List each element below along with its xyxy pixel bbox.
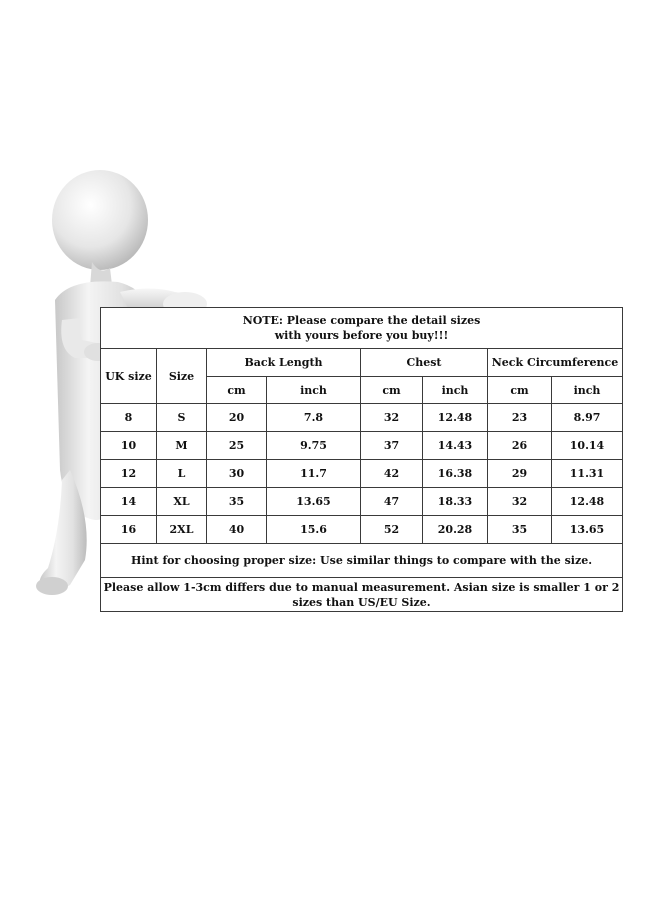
cell-size: 2XL (157, 516, 207, 544)
header-neck-circumference: Neck Circumference (488, 349, 623, 377)
cell-back-cm: 25 (207, 432, 267, 460)
cell-chest-inch: 16.38 (423, 460, 488, 488)
cell-uk: 10 (101, 432, 157, 460)
table-row (101, 516, 623, 544)
table-row (101, 432, 623, 460)
cell-neck-inch: 8.97 (552, 404, 623, 432)
table-row (101, 488, 623, 516)
cell-size: XL (157, 488, 207, 516)
cell-neck-cm: 23 (488, 404, 552, 432)
cell-chest-cm: 47 (361, 488, 423, 516)
header-uk-size: UK size (101, 349, 157, 404)
note-cell (101, 308, 623, 349)
cell-chest-inch: 18.33 (423, 488, 488, 516)
subheader-chest-inch: inch (423, 377, 488, 404)
cell-chest-inch: 12.48 (423, 404, 488, 432)
note-line-1: NOTE: Please compare the detail sizes (242, 314, 481, 327)
cell-chest-cm: 37 (361, 432, 423, 460)
cell-neck-cm: 35 (488, 516, 552, 544)
cell-back-cm: 35 (207, 488, 267, 516)
subheader-back-cm: cm (207, 377, 267, 404)
allowance-text: Please allow 1-3cm differs due to manual measurement. Asian size is smaller 1 or 2 sizes than US/EU Size. (101, 578, 623, 612)
cell-uk: 8 (101, 404, 157, 432)
cell-size: S (157, 404, 207, 432)
header-chest: Chest (361, 349, 488, 377)
header-back-length: Back Length (207, 349, 361, 377)
cell-chest-inch: 14.43 (423, 432, 488, 460)
subheader-back-inch: inch (267, 377, 361, 404)
cell-size: L (157, 460, 207, 488)
cell-neck-inch: 10.14 (552, 432, 623, 460)
cell-neck-cm: 32 (488, 488, 552, 516)
cell-neck-cm: 29 (488, 460, 552, 488)
cell-back-cm: 20 (207, 404, 267, 432)
cell-chest-cm: 52 (361, 516, 423, 544)
figure-foot (36, 577, 68, 595)
table-row (101, 404, 623, 432)
cell-neck-cm: 26 (488, 432, 552, 460)
size-chart-table (100, 307, 623, 612)
header-size: Size (157, 349, 207, 404)
note-line-2: with yours before you buy!!! (274, 329, 449, 342)
cell-neck-inch: 12.48 (552, 488, 623, 516)
cell-back-inch: 13.65 (267, 488, 361, 516)
figure-head (52, 170, 148, 270)
subheader-neck-cm: cm (488, 377, 552, 404)
subheader-chest-cm: cm (361, 377, 423, 404)
cell-uk: 14 (101, 488, 157, 516)
cell-back-inch: 9.75 (267, 432, 361, 460)
cell-back-cm: 40 (207, 516, 267, 544)
cell-size: M (157, 432, 207, 460)
cell-back-inch: 11.7 (267, 460, 361, 488)
cell-chest-cm: 32 (361, 404, 423, 432)
cell-back-inch: 7.8 (267, 404, 361, 432)
cell-chest-cm: 42 (361, 460, 423, 488)
cell-chest-inch: 20.28 (423, 516, 488, 544)
cell-neck-inch: 13.65 (552, 516, 623, 544)
cell-uk: 16 (101, 516, 157, 544)
cell-neck-inch: 11.31 (552, 460, 623, 488)
hint-text: Hint for choosing proper size: Use similar things to compare with the size. (101, 544, 623, 578)
cell-back-cm: 30 (207, 460, 267, 488)
cell-uk: 12 (101, 460, 157, 488)
table-row (101, 460, 623, 488)
cell-back-inch: 15.6 (267, 516, 361, 544)
subheader-neck-inch: inch (552, 377, 623, 404)
